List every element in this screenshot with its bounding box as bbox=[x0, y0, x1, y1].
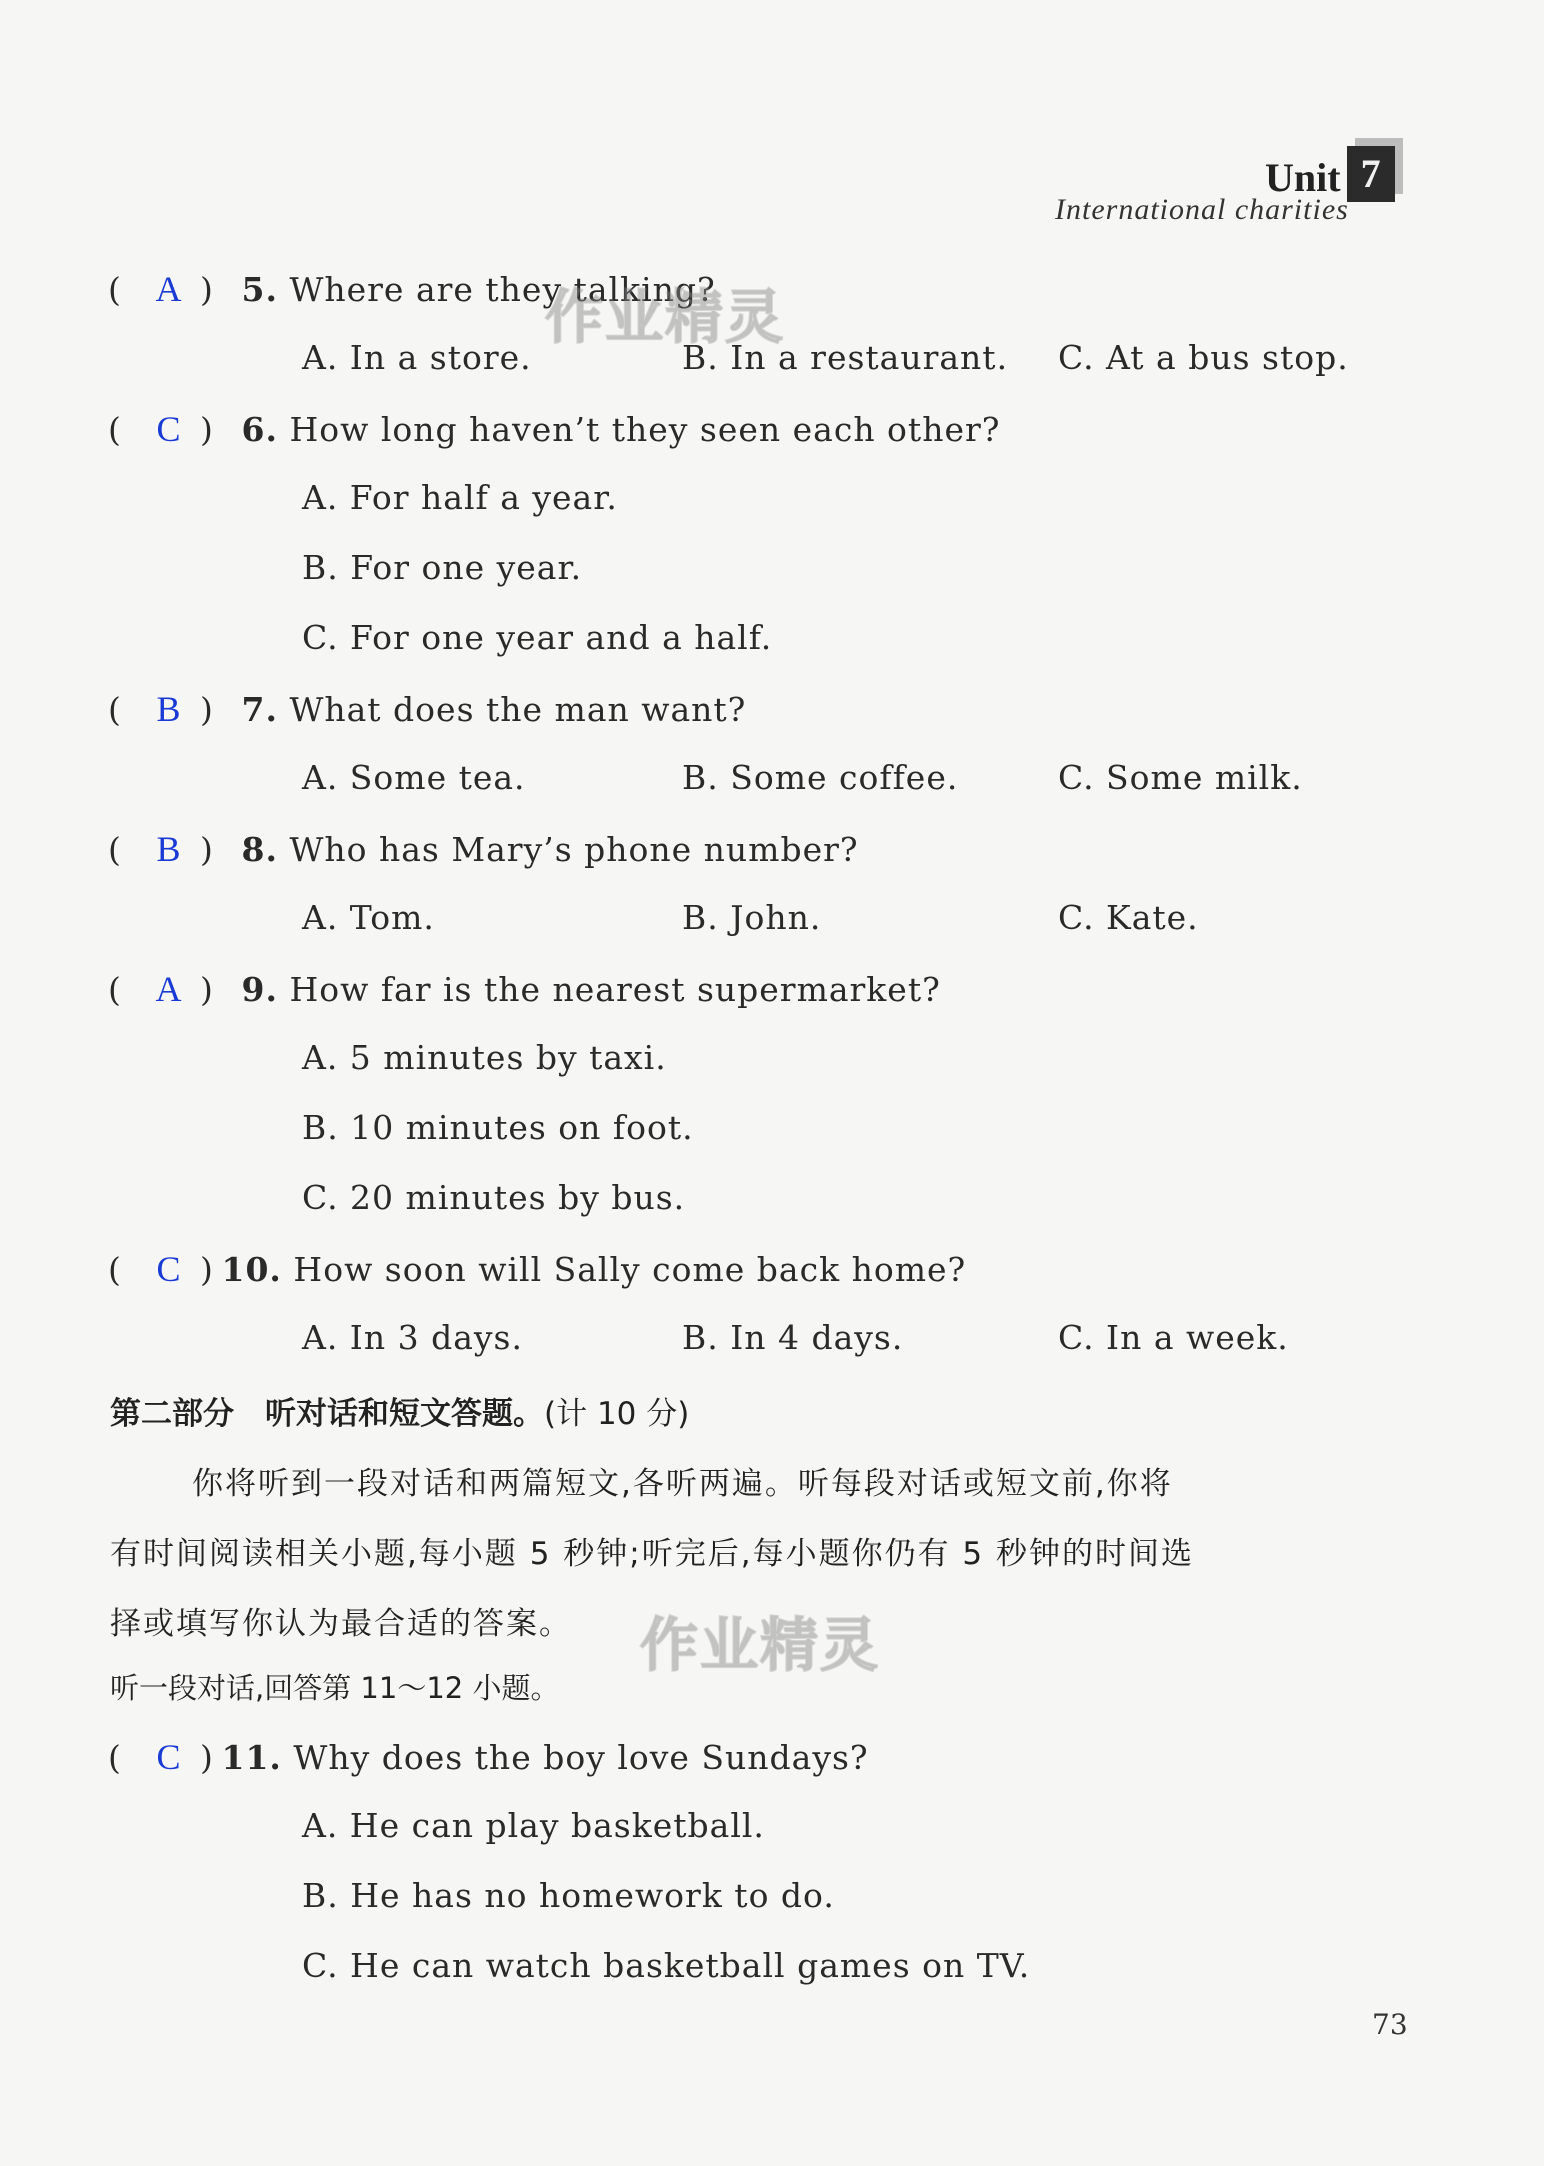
option-a: A. Some tea. bbox=[302, 758, 526, 797]
answer-5: A bbox=[155, 269, 183, 309]
question-text: Why does the boy love Sundays? bbox=[293, 1738, 869, 1777]
question-number: 7. bbox=[241, 690, 278, 729]
page-number: 73 bbox=[1372, 2008, 1408, 2041]
question-5: ( A ) 5. Where are they talking? bbox=[108, 269, 716, 309]
question-number: 10. bbox=[221, 1250, 282, 1289]
unit-subtitle: International charities bbox=[1055, 193, 1349, 226]
answer-8: B bbox=[156, 829, 182, 869]
watermark: 作业精灵 bbox=[640, 1611, 881, 1679]
option-c: C. For one year and a half. bbox=[302, 618, 773, 657]
option-b: B. In a restaurant. bbox=[682, 338, 1009, 377]
part2-heading bbox=[110, 1388, 689, 1433]
option-a: A. He can play basketball. bbox=[302, 1806, 765, 1845]
question-7: ( B ) 7. What does the man want? bbox=[108, 689, 747, 729]
question-text: How far is the nearest supermarket? bbox=[289, 970, 941, 1009]
question-number: 11. bbox=[221, 1738, 282, 1777]
option-c: C. In a week. bbox=[1058, 1318, 1289, 1357]
answer-9: A bbox=[155, 969, 183, 1009]
instruction-line-1: 你将听到一段对话和两篇短文,各听两遍。听每段对话或短文前,你将 bbox=[192, 1466, 1173, 1502]
option-b: B. For one year. bbox=[302, 548, 583, 587]
option-b: B. He has no homework to do. bbox=[302, 1876, 835, 1915]
option-a: A. 5 minutes by taxi. bbox=[302, 1038, 667, 1077]
question-text: How soon will Sally come back home? bbox=[293, 1250, 967, 1289]
question-10: ( C ) 10. How soon will Sally come back home? bbox=[108, 1249, 967, 1289]
question-number: 5. bbox=[241, 270, 278, 309]
part2-title: 第二部分 听对话和短文答题。 bbox=[110, 1396, 544, 1432]
option-a: A. For half a year. bbox=[302, 478, 618, 517]
answer-7: B bbox=[156, 689, 182, 729]
answer-11: C bbox=[156, 1737, 182, 1777]
watermark: 作业精灵 bbox=[545, 283, 786, 351]
question-text: Where are they talking? bbox=[289, 270, 716, 309]
answer-10: C bbox=[156, 1249, 182, 1289]
option-b: B. 10 minutes on foot. bbox=[302, 1108, 694, 1147]
question-text: How long haven’t they seen each other? bbox=[289, 410, 1001, 449]
option-c: C. Kate. bbox=[1058, 898, 1199, 937]
question-8: ( B ) 8. Who has Mary’s phone number? bbox=[108, 829, 859, 869]
option-a: A. Tom. bbox=[302, 898, 435, 937]
question-6: ( C ) 6. How long haven’t they seen each other? bbox=[108, 409, 1001, 449]
question-number: 8. bbox=[241, 830, 278, 869]
question-number: 6. bbox=[241, 410, 278, 449]
option-c: C. Some milk. bbox=[1058, 758, 1303, 797]
option-a: A. In a store. bbox=[302, 338, 532, 377]
question-text: Who has Mary’s phone number? bbox=[289, 830, 859, 869]
instruction-line-2: 有时间阅读相关小题,每小题 5 秒钟;听完后,每小题你仍有 5 秒钟的时间选 bbox=[110, 1536, 1195, 1572]
option-b: B. John. bbox=[682, 898, 822, 937]
unit-number-badge: 7 bbox=[1347, 146, 1395, 202]
question-11: ( C ) 11. Why does the boy love Sundays? bbox=[108, 1737, 869, 1777]
question-text: What does the man want? bbox=[289, 690, 747, 729]
sub-instruction: 听一段对话,回答第 11～12 小题。 bbox=[110, 1671, 560, 1705]
option-a: A. In 3 days. bbox=[302, 1318, 523, 1357]
unit-label: Unit bbox=[1265, 155, 1341, 200]
question-9: ( A ) 9. How far is the nearest supermarket? bbox=[108, 969, 941, 1009]
option-b: B. In 4 days. bbox=[682, 1318, 904, 1357]
option-b: B. Some coffee. bbox=[682, 758, 959, 797]
question-number: 9. bbox=[241, 970, 278, 1009]
answer-6: C bbox=[156, 409, 182, 449]
option-c: C. At a bus stop. bbox=[1058, 338, 1349, 377]
option-c: C. 20 minutes by bus. bbox=[302, 1178, 686, 1217]
option-c: C. He can watch basketball games on TV. bbox=[302, 1946, 1031, 1985]
part2-score: (计 10 分) bbox=[544, 1396, 690, 1432]
instruction-line-3: 择或填写你认为最合适的答案。 bbox=[110, 1606, 572, 1642]
